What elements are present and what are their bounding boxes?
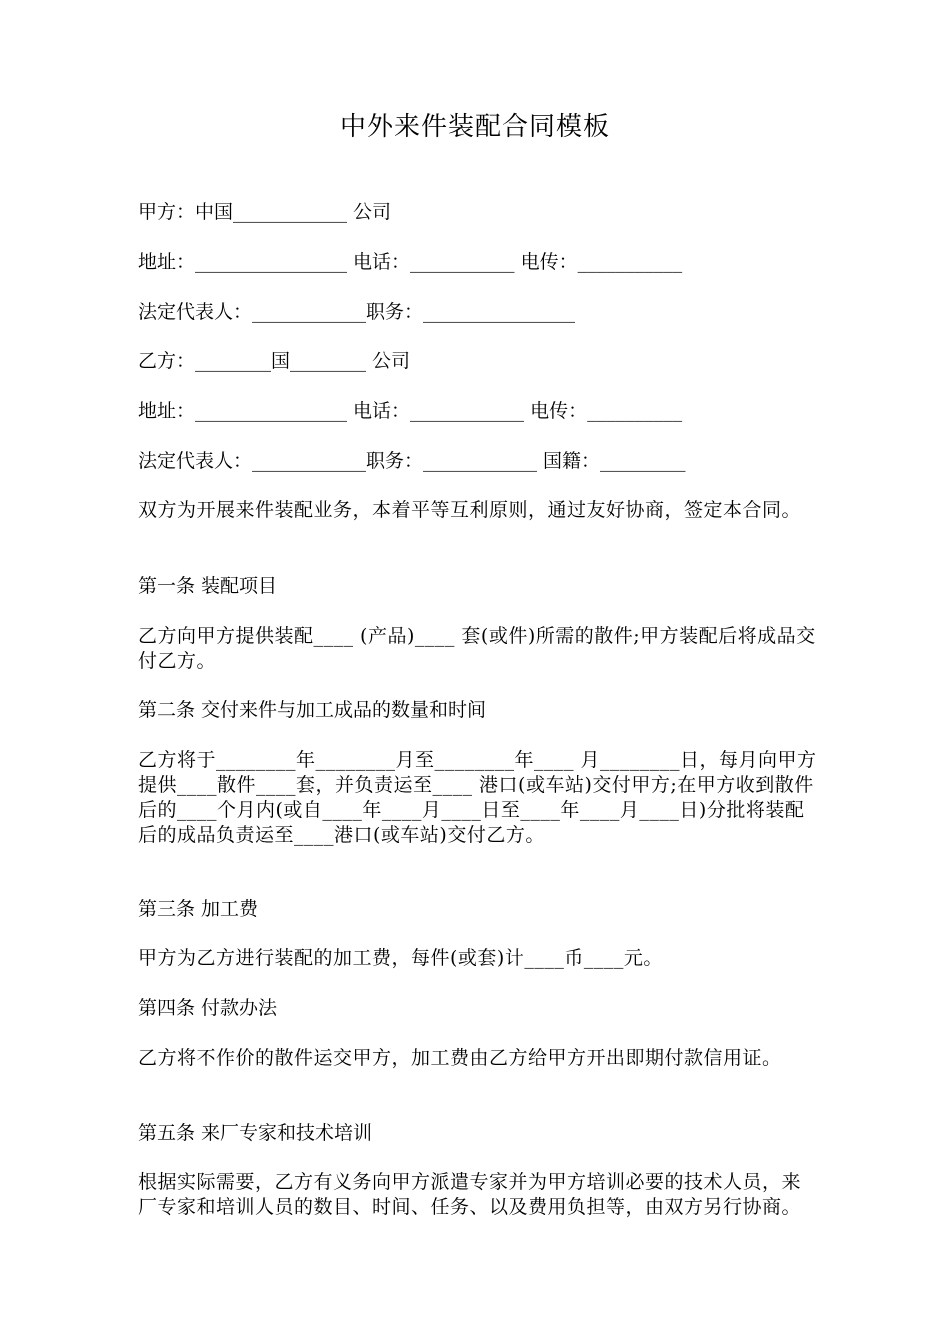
document-title: 中外来件装配合同模板: [339, 112, 610, 142]
article-4-body: 乙方将不作价的散件运交甲方，加工费由乙方给甲方开出即期付款信用证。: [138, 1047, 782, 1069]
article-1-body: 乙方向甲方提供装配____ (产品)____ 套(或件)所需的散件;甲方装配后将成品交付乙方。: [138, 625, 816, 672]
article-1-heading: 第一条 装配项目: [138, 575, 278, 597]
article-5-body: 根据实际需要，乙方有义务向甲方派遣专家并为甲方培训必要的技术人员，来厂专家和培训人员的数目、时间、任务、以及费用负担等，由双方另行协商。: [138, 1171, 802, 1218]
party-b-name-line: 乙方：________国________ 公司: [138, 350, 411, 372]
party-a-address-line: 地址：________________ 电话：___________ 电传：___________: [138, 251, 683, 273]
article-5-heading: 第五条 来厂专家和技术培训: [138, 1122, 373, 1144]
intro-paragraph: 双方为开展来件装配业务，本着平等互利原则，通过友好协商，签定本合同。: [138, 499, 802, 521]
article-2-body: 乙方将于________年________月至________年____ 月________日，每月向甲方提供____散件____套，并负责运至____ 港口(或车站)交付甲方;在甲方收到散件后的____个月内(或自____年____月____日至____年____月____日)分批将装配后的成品负责运至____港口(或车站)交付乙方。: [138, 749, 817, 846]
article-4-heading: 第四条 付款办法: [138, 997, 278, 1019]
party-a-name-line: 甲方：中国____________ 公司: [138, 201, 392, 223]
article-3-body: 甲方为乙方进行装配的加工费，每件(或套)计____币____元。: [138, 947, 663, 969]
party-b-address-line: 地址：________________ 电话：____________ 电传：__________: [138, 400, 683, 422]
party-b-representative-line: 法定代表人：____________职务：____________ 国籍：_________: [138, 450, 686, 472]
article-3-heading: 第三条 加工费: [138, 898, 259, 920]
article-2-heading: 第二条 交付来件与加工成品的数量和时间: [138, 699, 487, 721]
party-a-representative-line: 法定代表人：____________职务：________________: [138, 301, 576, 323]
